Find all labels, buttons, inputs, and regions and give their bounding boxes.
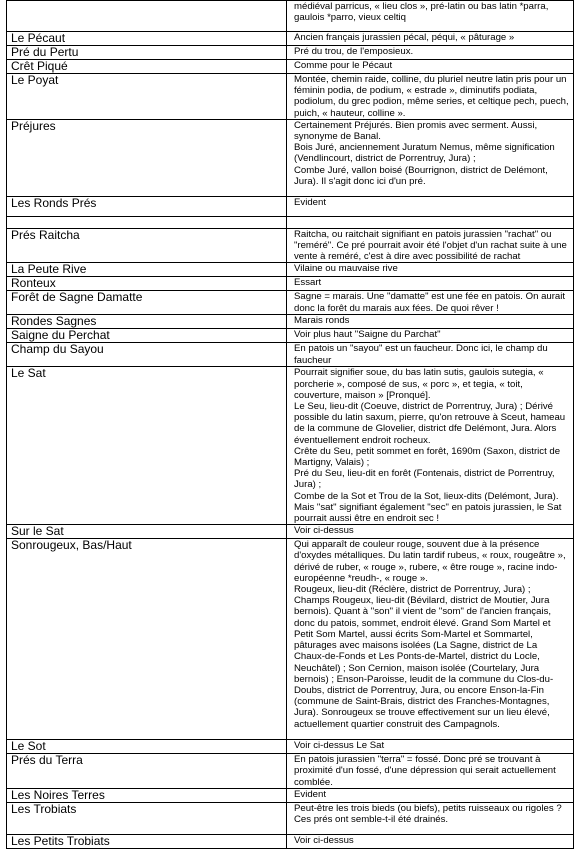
explanation-paragraph: Qui apparaît de couleur rouge, souvent due à la présence d'oxydes métalliques. Du latin tardif rubeus, « roux, rougeâtre », dérivé de ruber, « rouge », rubere, « être rouge », racine indo-européenne *reudh-, « rouge ». — [294, 539, 566, 584]
table-row — [7, 525, 574, 539]
table-row — [7, 277, 574, 291]
explanation-paragraph: Voir ci-dessus Le Sat — [294, 740, 385, 752]
explanation-paragraph: En patois un "sayou" est un faucheur. Donc ici, le champ du faucheur — [294, 343, 548, 366]
explanation-cell — [287, 803, 574, 835]
explanation-cell — [287, 754, 574, 789]
explanation-cell — [287, 74, 574, 120]
toponym-table — [6, 0, 574, 849]
explanation-paragraph: Comme pour le Pécaut — [294, 60, 393, 71]
explanation-cell — [287, 835, 574, 849]
explanation-cell — [287, 329, 574, 343]
explanation-paragraph: Voir plus haut "Saigne du Parchat" — [294, 329, 441, 341]
explanation-cell — [287, 740, 574, 754]
table-row — [7, 46, 574, 60]
table-row — [7, 216, 574, 228]
place-name-cell: Les Noires Terres — [7, 789, 287, 803]
explanation-paragraph: Marais ronds — [294, 315, 350, 327]
place-name-cell — [7, 216, 287, 228]
explanation-paragraph: Crête du Seu, petit sommet en forêt, 1690m (Saxon, district de Martigny, Valais) ; — [294, 445, 561, 469]
explanation-cell — [287, 32, 574, 46]
explanation-paragraph: Voir ci-dessus — [294, 525, 354, 537]
explanation-paragraph: Bois Juré, anciennement Juratum Nemus, même signification (Vendlincourt, district de Porrentruy, Jura) ; — [294, 142, 555, 165]
table-row — [7, 315, 574, 329]
place-name-cell: Le Sot — [7, 740, 287, 754]
place-name-cell: Rondes Sagnes — [7, 315, 287, 329]
explanation-paragraph: Ancien français jurassien pécal, péqui, « pâturage » — [294, 32, 515, 43]
explanation-cell — [287, 343, 574, 367]
place-name-cell: Prés Raitcha — [7, 228, 287, 263]
explanation-paragraph: En patois jurassien "terra" = fossé. Donc pré se trouvant à proximité d'un fossé, d'une dépression qui serait actuellement comblée. — [294, 754, 556, 788]
place-name-cell: Ronteux — [7, 277, 287, 291]
place-name-cell: Les Trobiats — [7, 803, 287, 835]
explanation-paragraph: Montée, chemin raide, colline, du pluriel neutre latin pris pour un féminin podia, de podium, « estrade », diminutifs podiata, podiolum, du grec podion, même series, et celtique pech, puech, puich, « hauteur, colline ». — [294, 74, 569, 119]
table-row — [7, 740, 574, 754]
explanation-paragraph: Rougeux, lieu-dit (Réclère, district de Porrentruy, Jura) ; — [294, 584, 531, 596]
place-name-cell: Forêt de Sagne Damatte — [7, 291, 287, 315]
explanation-paragraph: Le Seu, lieu-dit (Coeuve, district de Porrentruy, Jura) ; Dérivé possible du latin saxum, pierre, qu'on retrouve à Sceut, hameau de la commune de Glovelier, district dfe Delémont, Jura. Alors éventuellement endroit rocheux. — [294, 401, 566, 446]
explanation-cell — [287, 196, 574, 216]
explanation-paragraph: Raitcha, ou raitchait signifiant en patois jurassien "rachat" ou "reméré". Ce pré pourrait avoir été l'objet d'un rachat suite à une vente à reméré, c'est à dire avec possibilité de rachat — [294, 228, 567, 263]
table-row — [7, 539, 574, 740]
place-name-cell — [7, 1, 287, 32]
explanation-paragraph: Combe de la Sot et Trou de la Sot, lieux-dits (Delémont, Jura). Mais "sat" signifiant également "sec" en patois jurassien, le Sat pourrait aussi être en endroit sec ! — [294, 490, 562, 525]
explanation-cell — [287, 315, 574, 329]
explanation-cell — [287, 789, 574, 803]
explanation-paragraph: Evident — [294, 196, 326, 208]
explanation-paragraph: Pré du Seu, lieu-dit en forêt (Fontenais, district de Porrentruy, Jura) ; — [294, 468, 555, 491]
explanation-cell — [287, 525, 574, 539]
place-name-cell: Les Petits Trobiats — [7, 835, 287, 849]
table-row — [7, 32, 574, 46]
explanation-cell — [287, 1, 574, 32]
place-name-cell: Saigne du Perchat — [7, 329, 287, 343]
explanation-paragraph: Essart — [294, 277, 322, 289]
table-row — [7, 74, 574, 120]
explanation-cell — [287, 119, 574, 196]
table-row — [7, 228, 574, 263]
table-row — [7, 789, 574, 803]
explanation-paragraph: Voir ci-dessus — [294, 835, 354, 847]
table-row — [7, 367, 574, 525]
table-row — [7, 754, 574, 789]
explanation-paragraph: médiéval parricus, « lieu clos », pré-latin ou bas latin *parra, gaulois *parro, vieux celtiq — [294, 1, 549, 24]
table-row — [7, 119, 574, 196]
place-name-cell: Le Poyat — [7, 74, 287, 120]
place-name-cell: Crêt Piqué — [7, 60, 287, 74]
table-row — [7, 835, 574, 849]
place-name-cell: Les Ronds Prés — [7, 196, 287, 216]
explanation-cell — [287, 46, 574, 60]
explanation-cell — [287, 291, 574, 315]
explanation-paragraph: Vilaine ou mauvaise rive — [294, 263, 398, 275]
explanation-paragraph: Sagne = marais. Une "damatte" est une fée en patois. On aurait donc la forêt du marais aux fées. De quoi rêver ! — [294, 291, 566, 314]
table-row — [7, 291, 574, 315]
explanation-paragraph: Combe Juré, vallon boisé (Bourrignon, district de Delémont, Jura). Il s'agit donc ici d'un pré. — [294, 164, 548, 187]
place-name-cell: Champ du Sayou — [7, 343, 287, 367]
place-name-cell: Le Pécaut — [7, 32, 287, 46]
place-name-cell: Préjures — [7, 119, 287, 196]
explanation-paragraph: Champs Rougeux, lieu-dit (Bévilard, district de Moutier, Jura bernois). Quant à "son" il vient de "som" de l'ancien français, donc du patois, sommet, endroit élevé. Grand Som Martel et Petit Som Martel, aussi écrits Som-Martel et Sommartel, pâturages avec maisons isolées (La Sagne, district de La Chaux-de-Fonds et Les Ponts-de-Martel, district du Locle, Neuchâtel) ; Son Cernion, maison isolée (Courtelary, Jura bernois) ; Enson-Paroisse, leudit de la commune du Clos-du-Doubs, district de Porrentruy, Jura, ou encore Enson-la-Fin (commune de Saint-Brais, district des Franches-Montagnes, Jura). Sonrougeux se trouve effectivement sur un lieu élevé, actuellement quartier construit des Campagnols. — [294, 595, 554, 730]
table-row — [7, 196, 574, 216]
explanation-paragraph: Pourrait signifier soue, du bas latin sutis, gaulois sutegia, « porcherie », composé de sus, « porc », et tegia, « toit, couverture, maison » [Pronqué]. — [294, 367, 544, 401]
explanation-cell — [287, 228, 574, 263]
place-name-cell: Sonrougeux, Bas/Haut — [7, 539, 287, 740]
explanation-cell — [287, 216, 574, 228]
table-row — [7, 329, 574, 343]
table-row — [7, 60, 574, 74]
table-row — [7, 263, 574, 277]
place-name-cell: Prés du Terra — [7, 754, 287, 789]
table-row — [7, 803, 574, 835]
explanation-cell — [287, 60, 574, 74]
explanation-paragraph: Peut-être les trois bieds (ou biefs), petits ruisseaux ou rigoles ? Ces prés ont semble-t-il été drainés. — [294, 803, 562, 826]
explanation-cell — [287, 277, 574, 291]
explanation-paragraph: Evident — [294, 789, 326, 801]
place-name-cell: Sur le Sat — [7, 525, 287, 539]
explanation-paragraph: Pré du trou, de l'emposieux. — [294, 46, 414, 57]
explanation-cell — [287, 263, 574, 277]
place-name-cell: Le Sat — [7, 367, 287, 525]
place-name-cell: Pré du Pertu — [7, 46, 287, 60]
explanation-cell — [287, 539, 574, 740]
place-name-cell: La Peute Rive — [7, 263, 287, 277]
table-row — [7, 343, 574, 367]
table-row — [7, 1, 574, 32]
explanation-cell — [287, 367, 574, 525]
explanation-paragraph: Certainement Préjurés. Bien promis avec serment. Aussi, synonyme de Banal. — [294, 119, 538, 143]
